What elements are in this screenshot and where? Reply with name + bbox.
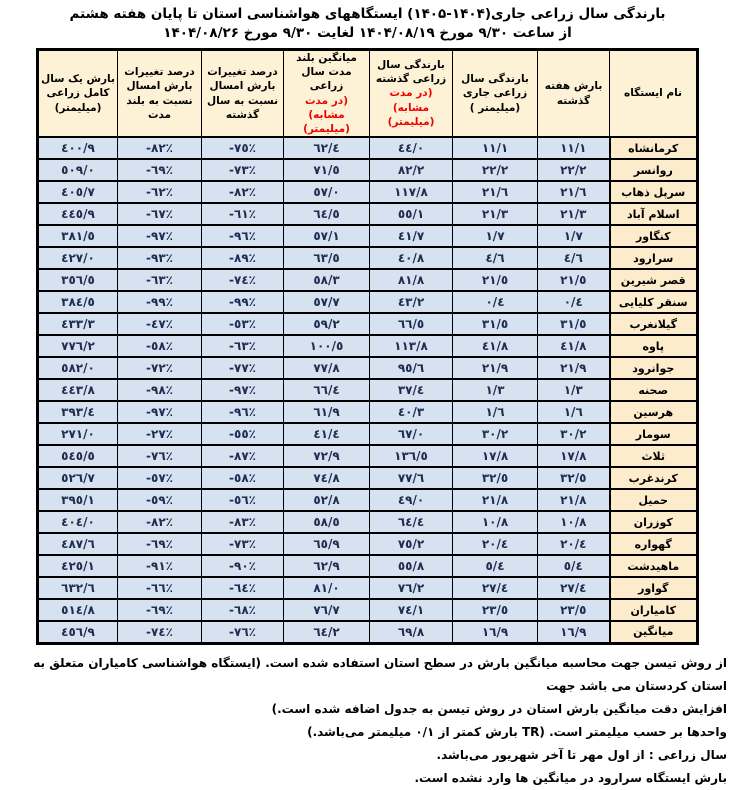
table-row [38,291,698,313]
value-cell-pct_prev: -٧٧٪ [202,357,284,379]
value-cell-full: ٥٤٥/٥ [38,445,118,467]
footnote-line: از روش تیسن جهت محاسبه میانگین بارش در سطح استان استفاده شده است. (ایستگاه هواشناسی کامیاران متعلق به استان کردستان می باشد جهت [33,655,727,693]
column-header-label: درصد تغییرات بارش امسال نسبت به سال گذشته [206,66,279,121]
station-name-cell: میانگین [610,621,698,643]
value-cell-week: ٢٣/٥ [538,599,610,621]
value-cell-full: ٦٣٢/٦ [38,577,118,599]
table-row [38,423,698,445]
value-cell-longterm: ٦٥/٩ [284,533,370,555]
value-cell-week: ١/٧ [538,225,610,247]
value-cell-longterm: ٦٤/٥ [284,203,370,225]
value-cell-previous: ١١٧/٨ [370,181,453,203]
column-header-label: بارش یک سال کامل زراعی (میلیمتر) [41,73,115,114]
station-name-cell: قصر شیرین [610,269,698,291]
value-cell-previous: ٦٦/٥ [370,313,453,335]
value-cell-pct_prev: -٨٧٪ [202,445,284,467]
table-row [38,225,698,247]
value-cell-longterm: ٥٧/١ [284,225,370,247]
value-cell-current: ٣٠/٢ [453,423,538,445]
column-header-label: نام ایستگاه [624,87,682,100]
value-cell-longterm: ٨١/٠ [284,577,370,599]
value-cell-pct_prev: -٩٩٪ [202,291,284,313]
value-cell-pct_prev: -٧٣٪ [202,533,284,555]
value-cell-pct_long: -٧٢٪ [118,357,202,379]
value-cell-previous: ٤٠/٨ [370,247,453,269]
value-cell-previous: ١١٣/٨ [370,335,453,357]
table-row [38,379,698,401]
value-cell-longterm: ١٠٠/٥ [284,335,370,357]
value-cell-pct_long: -٦٦٪ [118,577,202,599]
value-cell-previous: ٥٥/١ [370,203,453,225]
value-cell-longterm: ٤١/٤ [284,423,370,445]
station-name-cell: حمیل [610,489,698,511]
value-cell-longterm: ٦٢/٩ [284,555,370,577]
station-name-cell: سرپل ذهاب [610,181,698,203]
value-cell-current: ٠/٤ [453,291,538,313]
value-cell-longterm: ٦٢/٤ [284,137,370,159]
value-cell-longterm: ٥٧/٧ [284,291,370,313]
footnotes-block [0,652,735,790]
value-cell-pct_prev: -٩٦٪ [202,225,284,247]
value-cell-pct_prev: -٨٩٪ [202,247,284,269]
value-cell-current: ١٧/٨ [453,445,538,467]
value-cell-previous: ٧٧/٦ [370,467,453,489]
value-cell-week: ١/٦ [538,401,610,423]
table-row [38,203,698,225]
value-cell-pct_long: -٦٧٪ [118,203,202,225]
column-header-label: بارش هفته گذشته [544,80,603,107]
footnote-line: افزایش دقت میانگین بارش استان در روش تیسن به جدول اضافه شده است.) [271,701,727,716]
table-row [38,489,698,511]
footnote-line: واحدها بر حسب میلیمتر است. (TR بارش کمتر از ۰/۱ میلیمتر می‌باشد.) [307,724,727,739]
value-cell-longterm: ٧٤/٨ [284,467,370,489]
station-name-cell: صحنه [610,379,698,401]
station-name-cell: کرندغرب [610,467,698,489]
value-cell-longterm: ٦٣/٥ [284,247,370,269]
station-name-cell: کنگاور [610,225,698,247]
value-cell-week: ٢١/٦ [538,181,610,203]
value-cell-full: ٥٨٢/٠ [38,357,118,379]
station-name-cell: سرارود [610,247,698,269]
table-row [38,445,698,467]
value-cell-longterm: ٦٤/٢ [284,621,370,643]
value-cell-full: ٤٣٣/٣ [38,313,118,335]
value-cell-pct_prev: -٥٦٪ [202,489,284,511]
footnote-line: سال زراعی : از اول مهر تا آخر شهریور می‌باشد. [436,747,727,762]
value-cell-pct_prev: -٧٤٪ [202,269,284,291]
value-cell-longterm: ٥٨/٥ [284,511,370,533]
column-header-current [453,50,538,138]
column-header-week [538,50,610,138]
value-cell-week: ٥/٤ [538,555,610,577]
value-cell-pct_prev: -٨٣٪ [202,511,284,533]
value-cell-pct_long: -٩٩٪ [118,291,202,313]
value-cell-full: ٤٤٣/٨ [38,379,118,401]
value-cell-pct_prev: -٩٦٪ [202,401,284,423]
station-name-cell: ماهیدشت [610,555,698,577]
value-cell-full: ٤٠٤/٠ [38,511,118,533]
table-row [38,335,698,357]
table-row [38,181,698,203]
value-cell-full: ٥٢٦/٧ [38,467,118,489]
station-name-cell: گیلانغرب [610,313,698,335]
value-cell-longterm: ٧٧/٨ [284,357,370,379]
value-cell-pct_prev: -٩٧٪ [202,379,284,401]
column-header-previous [370,50,453,138]
value-cell-pct_prev: -٧٣٪ [202,159,284,181]
table-row [38,269,698,291]
value-cell-previous: ٦٤/٤ [370,511,453,533]
column-header-name [610,50,698,138]
value-cell-week: ٢١/٩ [538,357,610,379]
value-cell-current: ١١/١ [453,137,538,159]
value-cell-week: ١/٣ [538,379,610,401]
value-cell-pct_prev: -٦٨٪ [202,599,284,621]
station-name-cell: جوانرود [610,357,698,379]
value-cell-full: ٣٥٦/٥ [38,269,118,291]
value-cell-current: ٢١/٣ [453,203,538,225]
value-cell-previous: ٧٤/١ [370,599,453,621]
value-cell-full: ٤٤٥/٩ [38,203,118,225]
table-row [38,159,698,181]
value-cell-current: ٢١/٩ [453,357,538,379]
value-cell-previous: ٧٥/٢ [370,533,453,555]
value-cell-current: ١/٣ [453,379,538,401]
value-cell-pct_long: -٦٣٪ [118,269,202,291]
value-cell-full: ٣٩٣/٤ [38,401,118,423]
station-name-cell: گواور [610,577,698,599]
value-cell-week: ٤/٦ [538,247,610,269]
value-cell-previous: ٣٧/٤ [370,379,453,401]
value-cell-pct_long: -٦٩٪ [118,159,202,181]
value-cell-pct_prev: -٧٦٪ [202,621,284,643]
station-name-cell: گهواره [610,533,698,555]
value-cell-pct_long: -٥٧٪ [118,467,202,489]
value-cell-current: ٢٢/٢ [453,159,538,181]
value-cell-week: ١١/١ [538,137,610,159]
value-cell-longterm: ٥٧/٠ [284,181,370,203]
table-row [38,467,698,489]
value-cell-pct_long: -٩٣٪ [118,247,202,269]
value-cell-current: ٢٠/٤ [453,533,538,555]
value-cell-full: ٣٨١/٥ [38,225,118,247]
value-cell-pct_long: -٥٩٪ [118,489,202,511]
value-cell-previous: ٤٩/٠ [370,489,453,511]
value-cell-full: ٤٥٦/٩ [38,621,118,643]
value-cell-pct_long: -٦٩٪ [118,599,202,621]
value-cell-previous: ٥٥/٨ [370,555,453,577]
value-cell-week: ٢٠/٤ [538,533,610,555]
value-cell-longterm: ٦١/٩ [284,401,370,423]
value-cell-week: ٠/٤ [538,291,610,313]
value-cell-pct_long: -٢٧٪ [118,423,202,445]
value-cell-week: ٢٢/٢ [538,159,610,181]
value-cell-previous: ٦٩/٨ [370,621,453,643]
rainfall-table [36,48,699,645]
station-name-cell: هرسین [610,401,698,423]
value-cell-pct_long: -٨٢٪ [118,137,202,159]
value-cell-full: ٤٨٧/٦ [38,533,118,555]
value-cell-longterm: ٧٢/٩ [284,445,370,467]
value-cell-longterm: ٥٨/٣ [284,269,370,291]
value-cell-current: ٣١/٥ [453,313,538,335]
value-cell-current: ٢١/٨ [453,489,538,511]
value-cell-previous: ٦٧/٠ [370,423,453,445]
value-cell-week: ٣٠/٢ [538,423,610,445]
value-cell-week: ١٠/٨ [538,511,610,533]
value-cell-current: ١/٧ [453,225,538,247]
value-cell-longterm: ٥٩/٢ [284,313,370,335]
footnote-line: بارش ایستگاه سرارود در میانگین ها وارد نشده است. [414,770,727,785]
value-cell-current: ٢٧/٤ [453,577,538,599]
station-name-cell: کوزران [610,511,698,533]
value-cell-pct_long: -٩٨٪ [118,379,202,401]
value-cell-full: ٧٧٦/٢ [38,335,118,357]
value-cell-pct_long: -٦٩٪ [118,533,202,555]
value-cell-week: ٢٧/٤ [538,577,610,599]
table-row [38,357,698,379]
value-cell-current: ١/٦ [453,401,538,423]
column-header-pct_prev [202,50,284,138]
value-cell-previous: ٩٥/٦ [370,357,453,379]
station-name-cell: سنقر کلیایی [610,291,698,313]
value-cell-current: ٤/٦ [453,247,538,269]
value-cell-full: ٤٠٠/٩ [38,137,118,159]
value-cell-pct_long: -٧٦٪ [118,445,202,467]
column-header-red-note: (در مدت مشابه) (میلیمتر) [387,87,435,128]
station-name-cell: ثلاث [610,445,698,467]
value-cell-week: ٤١/٨ [538,335,610,357]
value-cell-current: ٢٣/٥ [453,599,538,621]
table-row [38,511,698,533]
value-cell-previous: ٨٢/٢ [370,159,453,181]
value-cell-current: ١٠/٨ [453,511,538,533]
column-header-full [38,50,118,138]
value-cell-pct_prev: -٩٠٪ [202,555,284,577]
table-row [38,555,698,577]
value-cell-previous: ١٣٦/٥ [370,445,453,467]
station-name-cell: کرمانشاه [610,137,698,159]
value-cell-current: ٥/٤ [453,555,538,577]
column-header-label: بارندگی سال زراعی گذشته [375,59,447,86]
table-row [38,621,698,643]
report-title-line1: بارندگی سال زراعی جاری(۱۴۰۴-۱۴۰۵) ایستگاههای هواشناسی استان تا پایان هفته هشتم [69,6,666,22]
value-cell-pct_prev: -٥٨٪ [202,467,284,489]
value-cell-week: ٣١/٥ [538,313,610,335]
value-cell-week: ١٦/٩ [538,621,610,643]
table-row [38,137,698,159]
value-cell-longterm: ٧١/٥ [284,159,370,181]
value-cell-current: ٤١/٨ [453,335,538,357]
value-cell-full: ٣٨٤/٥ [38,291,118,313]
value-cell-week: ٢١/٣ [538,203,610,225]
value-cell-week: ٣٢/٥ [538,467,610,489]
value-cell-pct_long: -٧٤٪ [118,621,202,643]
station-name-cell: اسلام آباد [610,203,698,225]
value-cell-pct_prev: -٦٤٪ [202,577,284,599]
value-cell-week: ٢١/٥ [538,269,610,291]
table-row [38,313,698,335]
column-header-red-note: (در مدت مشابه) (میلیمتر) [303,94,350,135]
value-cell-full: ٤٢٥/١ [38,555,118,577]
station-name-cell: روانسر [610,159,698,181]
value-cell-pct_prev: -٥٣٪ [202,313,284,335]
value-cell-current: ٣٢/٥ [453,467,538,489]
value-cell-pct_prev: -٥٥٪ [202,423,284,445]
table-header-row [38,50,698,138]
station-name-cell: کامیاران [610,599,698,621]
value-cell-week: ١٧/٨ [538,445,610,467]
value-cell-current: ٢١/٥ [453,269,538,291]
value-cell-previous: ٤٣/٢ [370,291,453,313]
station-name-cell: پاوه [610,335,698,357]
table-row [38,401,698,423]
value-cell-full: ٥١٤/٨ [38,599,118,621]
value-cell-previous: ٤٠/٣ [370,401,453,423]
value-cell-full: ٤٢٧/٠ [38,247,118,269]
value-cell-full: ٥٠٩/٠ [38,159,118,181]
value-cell-full: ٣٩٥/١ [38,489,118,511]
value-cell-longterm: ٥٢/٨ [284,489,370,511]
column-header-label: میانگین بلند مدت سال زراعی [296,52,357,93]
report-title-line2: از ساعت ۹/۳۰ مورخ ۱۴۰۴/۰۸/۱۹ لغایت ۹/۳۰ مورخ ۱۴۰۴/۰۸/۲۶ [163,25,572,41]
value-cell-previous: ٤١/٧ [370,225,453,247]
value-cell-previous: ٨١/٨ [370,269,453,291]
value-cell-pct_long: -٥٨٪ [118,335,202,357]
column-header-label: درصد تغییرات بارش امسال نسبت به بلند مدت [124,66,195,121]
value-cell-pct_prev: -٧٥٪ [202,137,284,159]
value-cell-longterm: ٦٦/٤ [284,379,370,401]
value-cell-pct_prev: -٨٢٪ [202,181,284,203]
column-header-pct_long [118,50,202,138]
value-cell-pct_long: -٦٢٪ [118,181,202,203]
table-row [38,599,698,621]
value-cell-current: ١٦/٩ [453,621,538,643]
value-cell-current: ٢١/٦ [453,181,538,203]
value-cell-pct_long: -٩١٪ [118,555,202,577]
value-cell-full: ٤٠٥/٧ [38,181,118,203]
value-cell-previous: ٧٦/٢ [370,577,453,599]
column-header-longterm [284,50,370,138]
value-cell-full: ٢٧١/٠ [38,423,118,445]
value-cell-pct_prev: -٦٣٪ [202,335,284,357]
value-cell-pct_long: -٩٧٪ [118,225,202,247]
value-cell-pct_long: -٤٧٪ [118,313,202,335]
column-header-label: بارندگی سال زراعی جاری (میلیمتر ) [461,73,529,114]
station-name-cell: سومار [610,423,698,445]
value-cell-week: ٢١/٨ [538,489,610,511]
value-cell-pct_long: -٨٢٪ [118,511,202,533]
value-cell-previous: ٤٤/٠ [370,137,453,159]
table-row [38,533,698,555]
value-cell-longterm: ٧٦/٧ [284,599,370,621]
value-cell-pct_long: -٩٧٪ [118,401,202,423]
table-row [38,577,698,599]
value-cell-pct_prev: -٦١٪ [202,203,284,225]
table-row [38,247,698,269]
